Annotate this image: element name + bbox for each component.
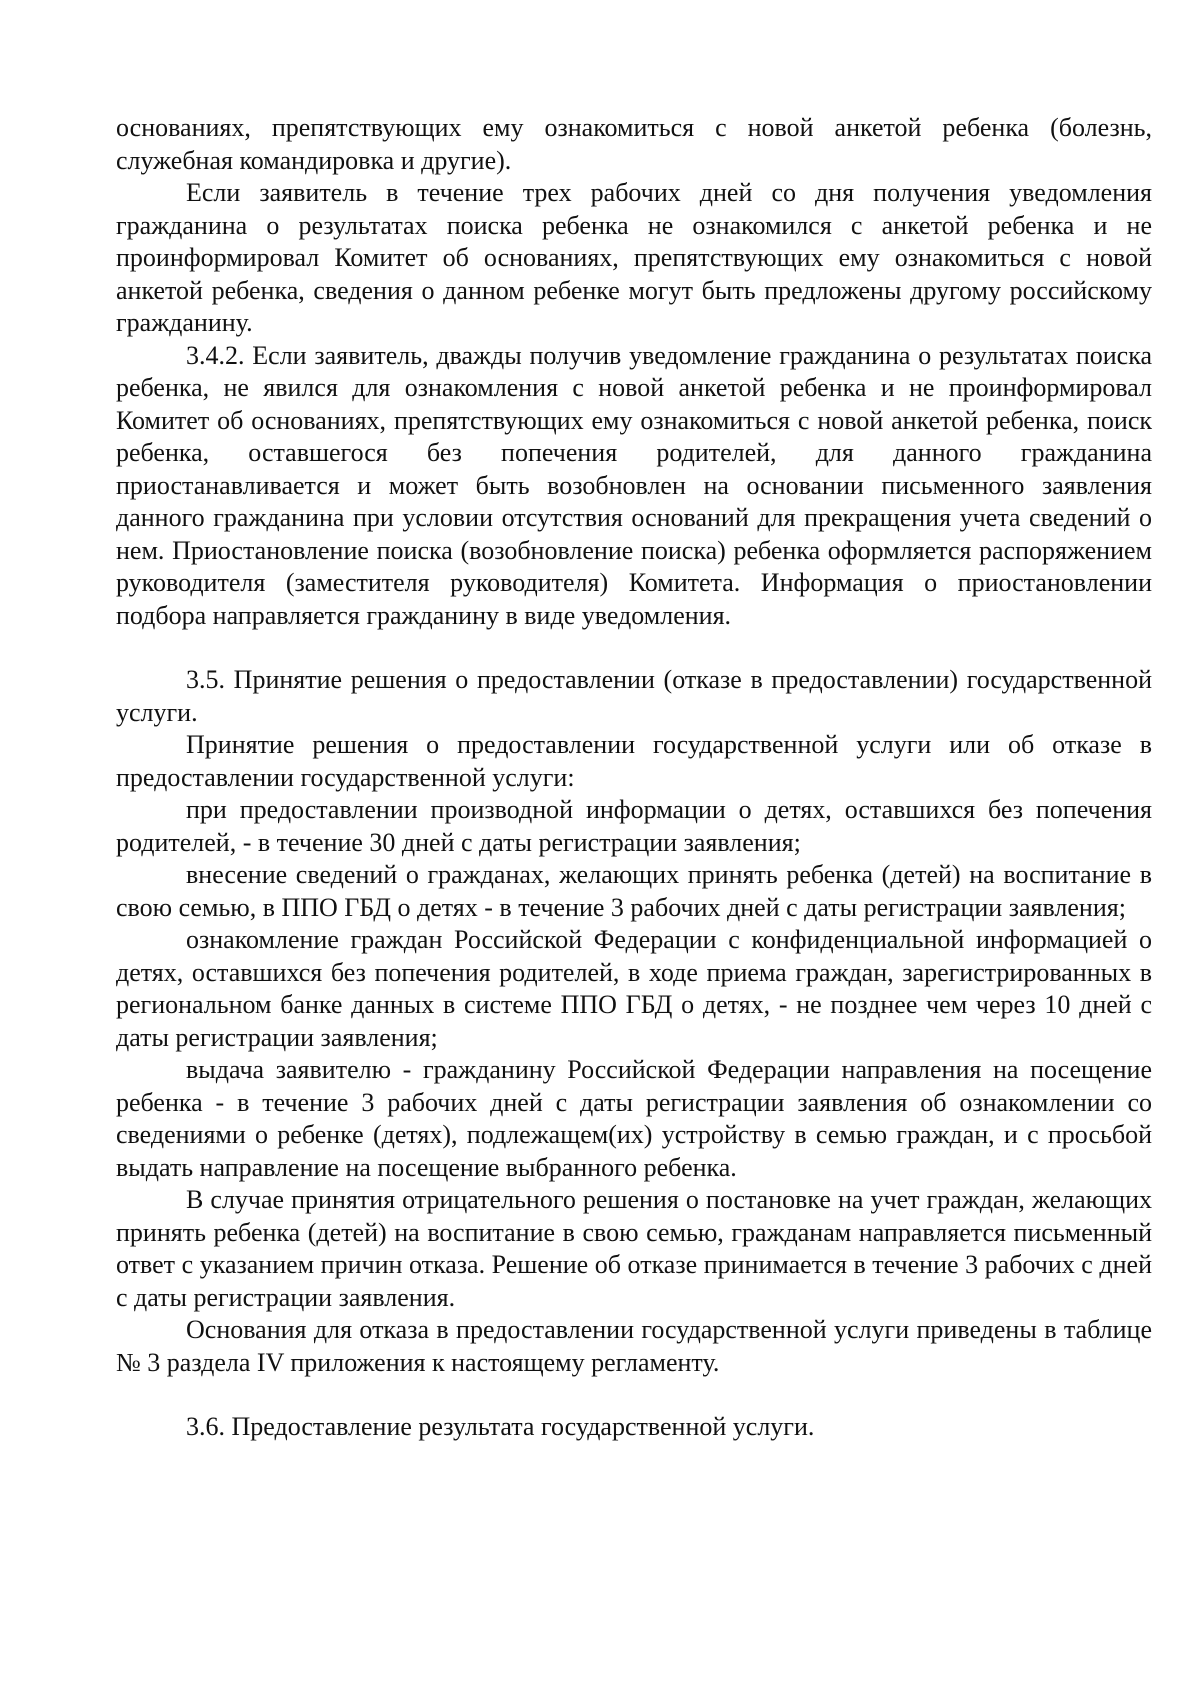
paragraph-derived-info: при предоставлении производной информации о детях, оставшихся без попечения родителей, - в течение 30 дней с даты регистрации заявления; <box>116 795 1152 857</box>
paragraph-visit-referral: выдача заявителю - гражданину Российской Федерации направления на посещение ребенка - в течение 3 рабочих дней с даты регистрации заявления об ознакомлении со сведениями о ребенке (детях), подлежащем(их) устройству в семью граждан, и с просьбой выдать направление на посещение выбранного ребенка. <box>116 1055 1152 1182</box>
paragraph-1: основаниях, препятствующих ему ознакомиться с новой анкетой ребенка (болезнь, служебная командировка и другие). <box>116 113 1152 175</box>
paragraph-2: Если заявитель в течение трех рабочих дней со дня получения уведомления гражданина о результатах поиска ребенка не ознакомился с анкетой ребенка и не проинформировал Комитет об основаниях, препятствующих ему ознакомиться с новой анкетой ребенка, сведения о данном ребенке могут быть предложены другому российскому гражданину. <box>116 178 1152 337</box>
paragraph-refusal-grounds: Основания для отказа в предоставлении государственной услуги приведены в таблице № 3 раздела IV приложения к настоящему регламенту. <box>116 1315 1152 1377</box>
document-page <box>116 112 1152 1444</box>
paragraph-gap <box>116 1379 1152 1411</box>
paragraph-familiarization: ознакомление граждан Российской Федерации с конфиденциальной информацией о детях, оставшихся без попечения родителей, в ходе приема граждан, зарегистрированных в региональном банке данных в системе ППО ГБД о детях, - не позднее чем через 10 дней с даты регистрации заявления; <box>116 925 1152 1052</box>
paragraph-gap <box>116 632 1152 664</box>
section-heading-3-6: 3.6. Предоставление результата государственной услуги. <box>186 1412 815 1441</box>
paragraph-3-4-2: 3.4.2. Если заявитель, дважды получив уведомление гражданина о результатах поиска ребенка, не явился для ознакомления с новой анкетой ребенка и не проинформировал Комитет об основаниях, препятствующих ему ознакомиться с новой анкетой ребенка, поиск ребенка, оставшегося без попечения родителей, для данного гражданина приостанавливается и может быть возобновлен на основании письменного заявления данного гражданина при условии отсутствия оснований для прекращения учета сведений о нем. Приостановление поиска (возобновление поиска) ребенка оформляется распоряжением руководителя (заместителя руководителя) Комитета. Информация о приостановлении подбора направляется гражданину в виде уведомления. <box>116 340 1152 630</box>
paragraph-decision-intro: Принятие решения о предоставлении государственной услуги или об отказе в предоставлении государственной услуги: <box>116 730 1152 792</box>
paragraph-data-entry: внесение сведений о гражданах, желающих принять ребенка (детей) на воспитание в свою семью, в ППО ГБД о детях - в течение 3 рабочих дней с даты регистрации заявления; <box>116 860 1152 922</box>
section-heading-3-5: 3.5. Принятие решения о предоставлении (отказе в предоставлении) государственной услуги. <box>116 665 1152 727</box>
paragraph-negative-decision: В случае принятия отрицательного решения о постановке на учет граждан, желающих принять ребенка (детей) на воспитание в свою семью, гражданам направляется письменный ответ с указанием причин отказа. Решение об отказе принимается в течение 3 рабочих с дней с даты регистрации заявления. <box>116 1185 1152 1312</box>
